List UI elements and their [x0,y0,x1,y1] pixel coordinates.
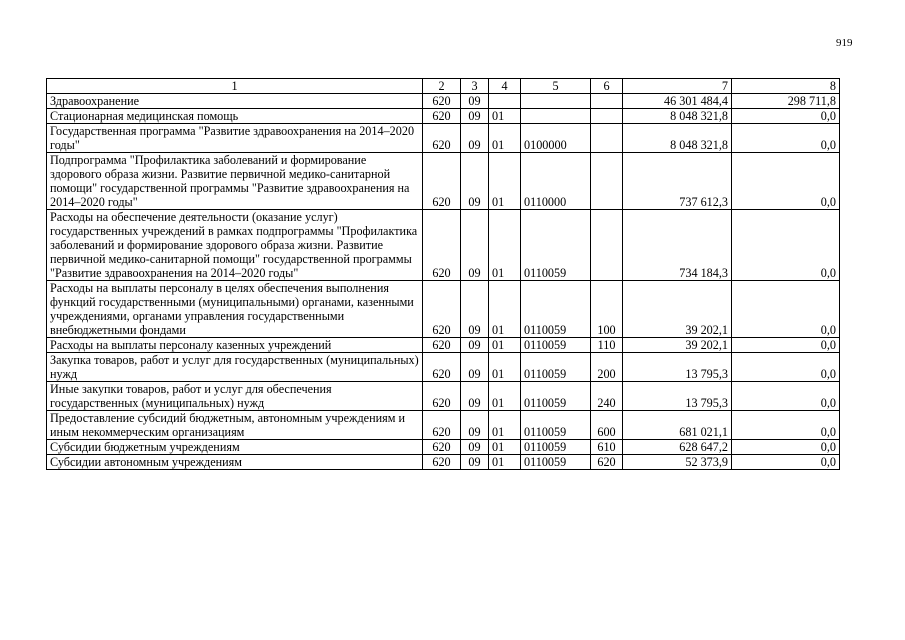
row-code-cell: 620 [423,382,461,411]
row-section-cell: 09 [461,124,489,153]
header-cell-section: 3 [461,79,489,94]
row-name-cell: Субсидии автономным учреждениям [47,455,423,470]
row-code-cell: 620 [423,353,461,382]
table-row [47,109,840,124]
row-name-cell: Субсидии бюджетным учреждениям [47,440,423,455]
table-header-row [47,79,840,94]
row-amount-2-cell: 0,0 [732,353,840,382]
row-subsection-cell: 01 [489,281,521,338]
header-cell-amount-1: 7 [623,79,732,94]
row-name-cell: Расходы на выплаты персоналу в целях обеспечения выполнения функций государственными (муниципальными) органами, казенными учреждениями, органами управления государственными внебюджетными фондами [47,281,423,338]
table-row [47,338,840,353]
row-section-cell: 09 [461,153,489,210]
row-code-cell: 620 [423,94,461,109]
row-section-cell: 09 [461,455,489,470]
row-amount-2-cell: 0,0 [732,281,840,338]
row-amount-1-cell: 8 048 321,8 [623,109,732,124]
budget-table [46,78,840,470]
row-amount-1-cell: 39 202,1 [623,281,732,338]
row-amount-2-cell: 0,0 [732,124,840,153]
table-row [47,411,840,440]
header-cell-target-article: 5 [521,79,591,94]
row-subsection-cell: 01 [489,455,521,470]
row-target-article-cell: 0110059 [521,455,591,470]
row-target-article-cell: 0100000 [521,124,591,153]
row-subsection-cell [489,94,521,109]
row-expense-type-cell [591,109,623,124]
row-section-cell: 09 [461,411,489,440]
table-row [47,210,840,281]
row-section-cell: 09 [461,353,489,382]
row-name-cell: Предоставление субсидий бюджетным, автономным учреждениям и иным некоммерческим организациям [47,411,423,440]
header-cell-amount-2: 8 [732,79,840,94]
row-expense-type-cell [591,153,623,210]
row-target-article-cell: 0110059 [521,281,591,338]
row-code-cell: 620 [423,109,461,124]
row-expense-type-cell: 110 [591,338,623,353]
row-subsection-cell: 01 [489,210,521,281]
row-subsection-cell: 01 [489,440,521,455]
row-expense-type-cell [591,124,623,153]
row-target-article-cell: 0110059 [521,411,591,440]
row-target-article-cell: 0110059 [521,338,591,353]
row-name-cell: Стационарная медицинская помощь [47,109,423,124]
row-code-cell: 620 [423,411,461,440]
row-subsection-cell: 01 [489,109,521,124]
header-cell-code: 2 [423,79,461,94]
row-expense-type-cell: 620 [591,455,623,470]
row-target-article-cell: 0110059 [521,440,591,455]
row-name-cell: Расходы на обеспечение деятельности (оказание услуг) государственных учреждений в рамках подпрограммы "Профилактика заболеваний и формирование здорового образа жизни. Развитие первичной медико-санитарной помощи" государственной программы "Развитие здравоохранения на 2014–2020 годы" [47,210,423,281]
row-section-cell: 09 [461,109,489,124]
row-section-cell: 09 [461,338,489,353]
table-row [47,153,840,210]
row-subsection-cell: 01 [489,382,521,411]
row-amount-1-cell: 734 184,3 [623,210,732,281]
row-target-article-cell [521,109,591,124]
row-expense-type-cell: 200 [591,353,623,382]
row-amount-2-cell: 0,0 [732,382,840,411]
header-cell-name: 1 [47,79,423,94]
row-amount-1-cell: 8 048 321,8 [623,124,732,153]
row-amount-1-cell: 46 301 484,4 [623,94,732,109]
row-code-cell: 620 [423,440,461,455]
row-expense-type-cell [591,94,623,109]
row-target-article-cell: 0110000 [521,153,591,210]
row-target-article-cell: 0110059 [521,210,591,281]
row-amount-1-cell: 13 795,3 [623,353,732,382]
row-subsection-cell: 01 [489,338,521,353]
row-amount-2-cell: 298 711,8 [732,94,840,109]
row-expense-type-cell: 100 [591,281,623,338]
header-cell-subsection: 4 [489,79,521,94]
row-section-cell: 09 [461,210,489,281]
row-subsection-cell: 01 [489,153,521,210]
row-name-cell: Расходы на выплаты персоналу казенных учреждений [47,338,423,353]
row-amount-2-cell: 0,0 [732,411,840,440]
table-row [47,440,840,455]
table-row [47,455,840,470]
row-name-cell: Иные закупки товаров, работ и услуг для обеспечения государственных (муниципальных) нужд [47,382,423,411]
row-amount-1-cell: 52 373,9 [623,455,732,470]
table-row [47,353,840,382]
header-cell-expense-type: 6 [591,79,623,94]
row-expense-type-cell: 610 [591,440,623,455]
row-expense-type-cell: 600 [591,411,623,440]
row-amount-1-cell: 39 202,1 [623,338,732,353]
row-amount-1-cell: 13 795,3 [623,382,732,411]
row-section-cell: 09 [461,281,489,338]
row-code-cell: 620 [423,124,461,153]
row-amount-1-cell: 681 021,1 [623,411,732,440]
table-row [47,281,840,338]
row-name-cell: Закупка товаров, работ и услуг для государственных (муниципальных) нужд [47,353,423,382]
row-name-cell: Подпрограмма "Профилактика заболеваний и формирование здорового образа жизни. Развитие первичной медико-санитарной помощи" государственной программы "Развитие здравоохранения на 2014–2020 годы" [47,153,423,210]
row-target-article-cell: 0110059 [521,382,591,411]
row-amount-2-cell: 0,0 [732,440,840,455]
page-number: 919 [836,37,853,49]
row-subsection-cell: 01 [489,411,521,440]
row-amount-2-cell: 0,0 [732,210,840,281]
row-code-cell: 620 [423,281,461,338]
row-expense-type-cell: 240 [591,382,623,411]
row-section-cell: 09 [461,94,489,109]
row-expense-type-cell [591,210,623,281]
row-amount-2-cell: 0,0 [732,109,840,124]
row-amount-2-cell: 0,0 [732,338,840,353]
row-name-cell: Здравоохранение [47,94,423,109]
table-row [47,382,840,411]
row-target-article-cell: 0110059 [521,353,591,382]
row-target-article-cell [521,94,591,109]
row-section-cell: 09 [461,382,489,411]
row-subsection-cell: 01 [489,124,521,153]
row-section-cell: 09 [461,440,489,455]
row-name-cell: Государственная программа "Развитие здравоохранения на 2014–2020 годы" [47,124,423,153]
row-amount-2-cell: 0,0 [732,153,840,210]
row-amount-2-cell: 0,0 [732,455,840,470]
row-code-cell: 620 [423,153,461,210]
row-code-cell: 620 [423,455,461,470]
table-row [47,124,840,153]
table-row [47,94,840,109]
row-amount-1-cell: 628 647,2 [623,440,732,455]
row-code-cell: 620 [423,210,461,281]
row-code-cell: 620 [423,338,461,353]
row-subsection-cell: 01 [489,353,521,382]
row-amount-1-cell: 737 612,3 [623,153,732,210]
